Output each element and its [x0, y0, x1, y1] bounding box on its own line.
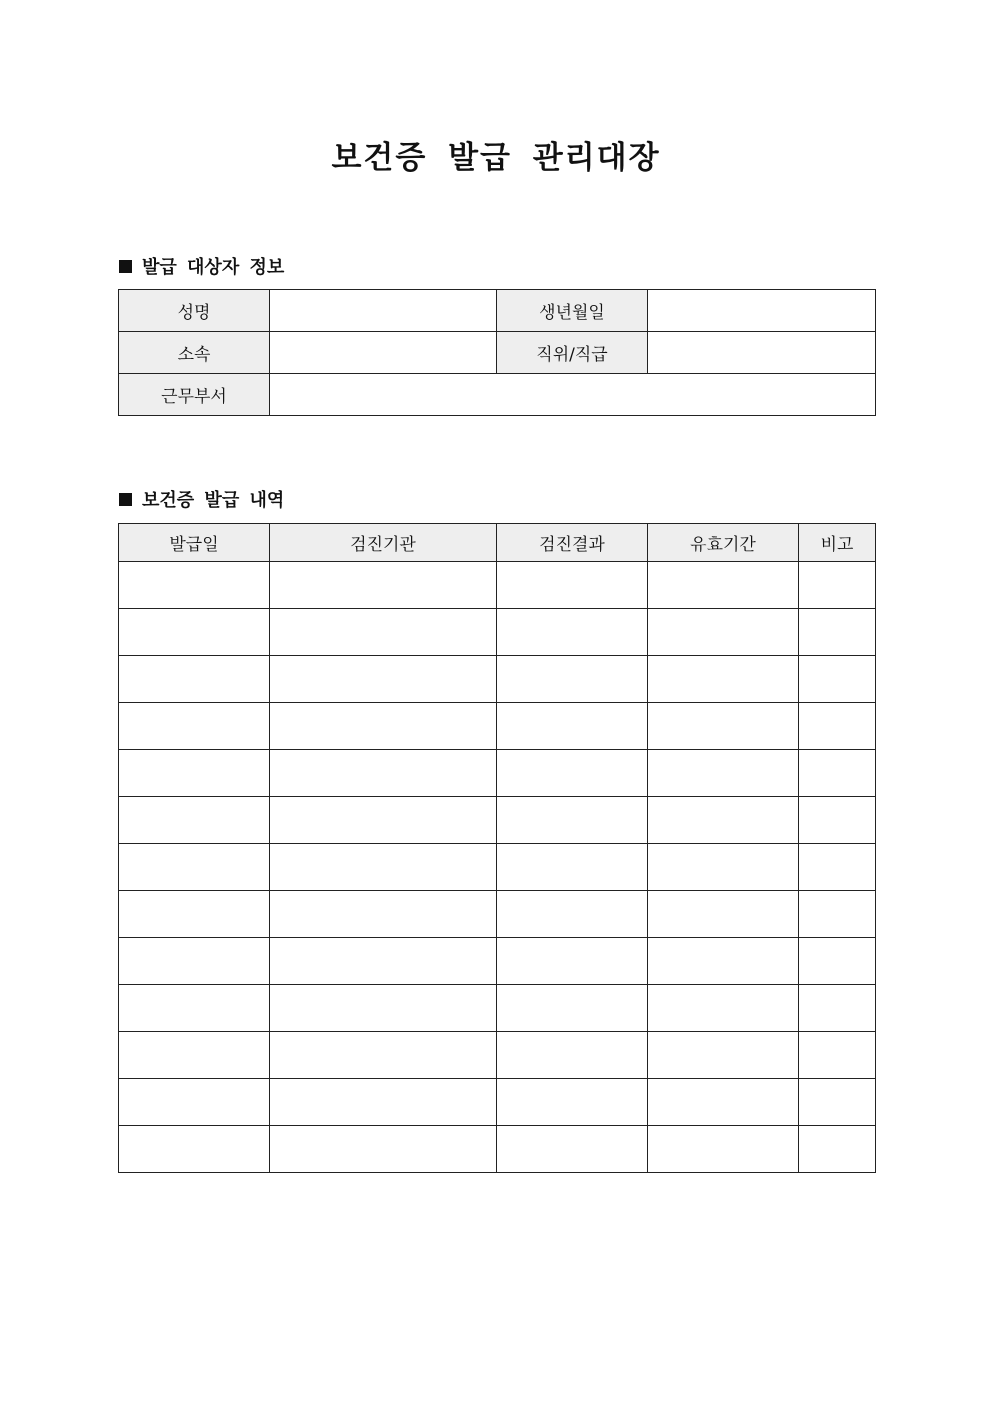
exam-result-cell[interactable] — [497, 891, 648, 938]
table-row — [119, 562, 876, 609]
validity-period-cell[interactable] — [648, 703, 799, 750]
name-label: 성명 — [119, 290, 270, 332]
department-field[interactable] — [270, 374, 876, 416]
issue-date-cell[interactable] — [119, 1126, 270, 1173]
remarks-cell[interactable] — [799, 609, 876, 656]
table-row — [119, 374, 876, 416]
validity-period-cell[interactable] — [648, 891, 799, 938]
table-row — [119, 797, 876, 844]
exam-institution-cell[interactable] — [270, 938, 497, 985]
column-header-remarks: 비고 — [799, 524, 876, 562]
validity-period-cell[interactable] — [648, 750, 799, 797]
exam-result-cell[interactable] — [497, 985, 648, 1032]
validity-period-cell[interactable] — [648, 797, 799, 844]
exam-institution-cell[interactable] — [270, 1079, 497, 1126]
issue-date-cell[interactable] — [119, 1032, 270, 1079]
remarks-cell[interactable] — [799, 562, 876, 609]
table-row — [119, 985, 876, 1032]
affiliation-label: 소속 — [119, 332, 270, 374]
exam-institution-cell[interactable] — [270, 985, 497, 1032]
section-heading-text: 보건증 발급 내역 — [142, 490, 285, 511]
exam-result-cell[interactable] — [497, 797, 648, 844]
affiliation-field[interactable] — [270, 332, 497, 374]
remarks-cell[interactable] — [799, 703, 876, 750]
exam-institution-cell[interactable] — [270, 844, 497, 891]
exam-result-cell[interactable] — [497, 656, 648, 703]
issuance-history-table — [118, 523, 876, 1173]
exam-result-cell[interactable] — [497, 750, 648, 797]
remarks-cell[interactable] — [799, 1032, 876, 1079]
remarks-cell[interactable] — [799, 938, 876, 985]
table-row — [119, 656, 876, 703]
issue-date-cell[interactable] — [119, 844, 270, 891]
issue-date-cell[interactable] — [119, 891, 270, 938]
exam-institution-cell[interactable] — [270, 656, 497, 703]
department-label: 근무부서 — [119, 374, 270, 416]
column-header-exam-result: 검진결과 — [497, 524, 648, 562]
table-header-row — [119, 524, 876, 562]
issue-date-cell[interactable] — [119, 703, 270, 750]
issue-date-cell[interactable] — [119, 656, 270, 703]
validity-period-cell[interactable] — [648, 1079, 799, 1126]
birth-date-field[interactable] — [648, 290, 876, 332]
column-header-validity-period: 유효기간 — [648, 524, 799, 562]
table-row — [119, 1032, 876, 1079]
validity-period-cell[interactable] — [648, 656, 799, 703]
table-row — [119, 290, 876, 332]
name-field[interactable] — [270, 290, 497, 332]
table-row — [119, 844, 876, 891]
exam-institution-cell[interactable] — [270, 1032, 497, 1079]
table-row — [119, 891, 876, 938]
section-heading-issuance-history — [119, 486, 284, 512]
remarks-cell[interactable] — [799, 656, 876, 703]
validity-period-cell[interactable] — [648, 844, 799, 891]
table-row — [119, 332, 876, 374]
remarks-cell[interactable] — [799, 891, 876, 938]
exam-institution-cell[interactable] — [270, 797, 497, 844]
table-row — [119, 1126, 876, 1173]
table-row — [119, 750, 876, 797]
position-field[interactable] — [648, 332, 876, 374]
section-heading-text: 발급 대상자 정보 — [142, 257, 285, 278]
validity-period-cell[interactable] — [648, 1032, 799, 1079]
table-row — [119, 609, 876, 656]
exam-result-cell[interactable] — [497, 562, 648, 609]
issue-date-cell[interactable] — [119, 562, 270, 609]
remarks-cell[interactable] — [799, 1126, 876, 1173]
position-label: 직위/직급 — [497, 332, 648, 374]
issue-date-cell[interactable] — [119, 938, 270, 985]
exam-result-cell[interactable] — [497, 844, 648, 891]
table-row — [119, 938, 876, 985]
issue-date-cell[interactable] — [119, 797, 270, 844]
table-row — [119, 703, 876, 750]
square-bullet-icon — [119, 260, 132, 273]
column-header-exam-institution: 검진기관 — [270, 524, 497, 562]
recipient-info-table — [118, 289, 876, 416]
exam-result-cell[interactable] — [497, 703, 648, 750]
exam-result-cell[interactable] — [497, 1079, 648, 1126]
square-bullet-icon — [119, 493, 132, 506]
remarks-cell[interactable] — [799, 844, 876, 891]
remarks-cell[interactable] — [799, 1079, 876, 1126]
validity-period-cell[interactable] — [648, 609, 799, 656]
exam-institution-cell[interactable] — [270, 609, 497, 656]
exam-result-cell[interactable] — [497, 1032, 648, 1079]
column-header-issue-date: 발급일 — [119, 524, 270, 562]
exam-result-cell[interactable] — [497, 938, 648, 985]
exam-institution-cell[interactable] — [270, 703, 497, 750]
issue-date-cell[interactable] — [119, 1079, 270, 1126]
remarks-cell[interactable] — [799, 797, 876, 844]
issue-date-cell[interactable] — [119, 985, 270, 1032]
validity-period-cell[interactable] — [648, 938, 799, 985]
validity-period-cell[interactable] — [648, 1126, 799, 1173]
remarks-cell[interactable] — [799, 985, 876, 1032]
issue-date-cell[interactable] — [119, 609, 270, 656]
section-heading-recipient-info — [119, 253, 284, 279]
page-title: 보건증 발급 관리대장 — [331, 140, 661, 176]
validity-period-cell[interactable] — [648, 562, 799, 609]
exam-result-cell[interactable] — [497, 1126, 648, 1173]
table-row — [119, 1079, 876, 1126]
exam-institution-cell[interactable] — [270, 891, 497, 938]
exam-institution-cell[interactable] — [270, 1126, 497, 1173]
exam-result-cell[interactable] — [497, 609, 648, 656]
remarks-cell[interactable] — [799, 750, 876, 797]
issue-date-cell[interactable] — [119, 750, 270, 797]
birth-date-label: 생년월일 — [497, 290, 648, 332]
exam-institution-cell[interactable] — [270, 562, 497, 609]
issuance-history-rows — [119, 562, 876, 1173]
exam-institution-cell[interactable] — [270, 750, 497, 797]
validity-period-cell[interactable] — [648, 985, 799, 1032]
